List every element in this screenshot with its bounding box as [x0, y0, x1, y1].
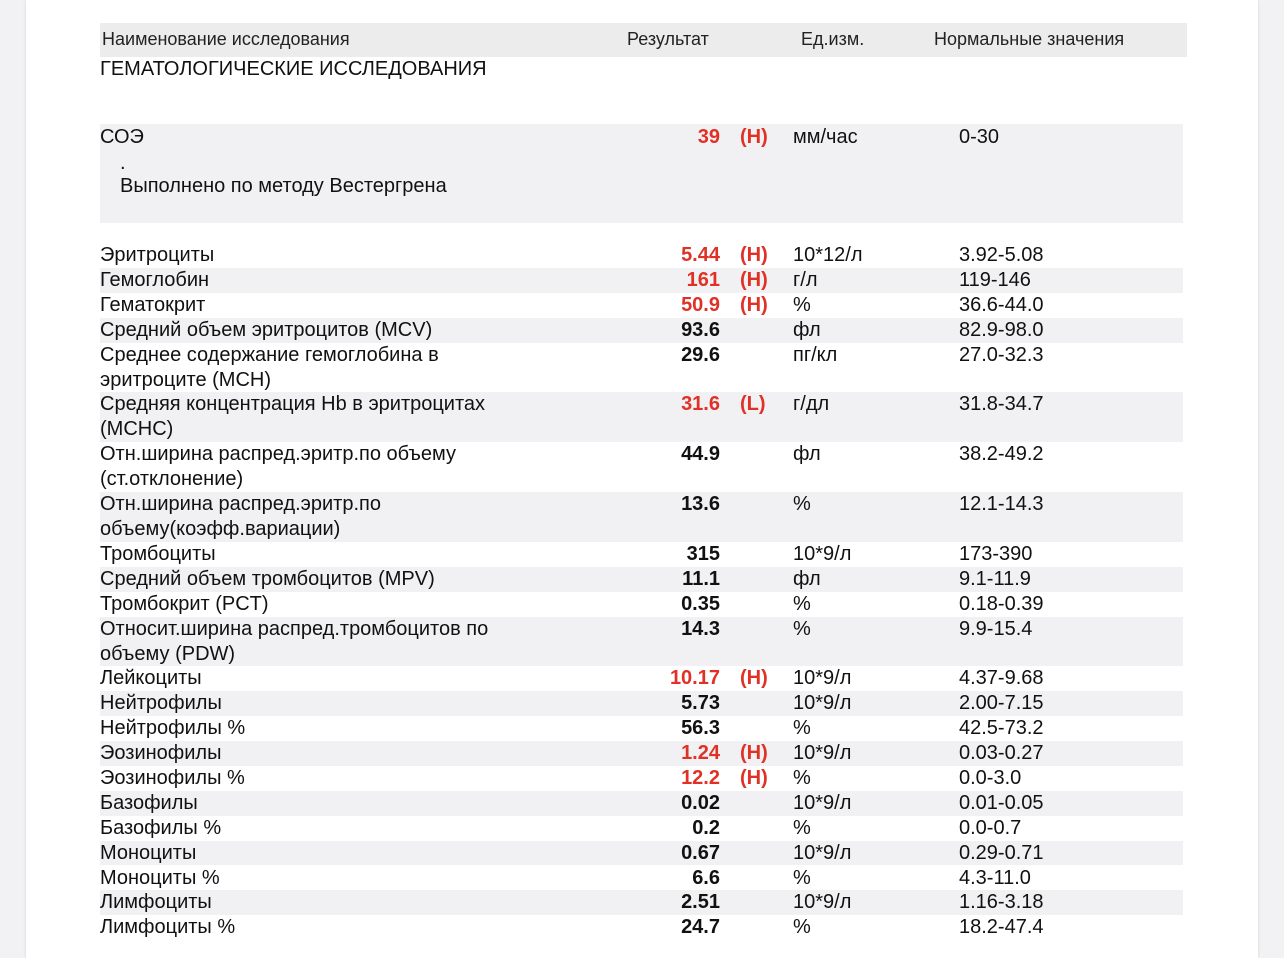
- result-value: 6.6: [692, 866, 720, 889]
- test-name-line: Гемоглобин: [100, 268, 210, 291]
- norm-range: 38.2-49.2: [959, 443, 1044, 466]
- norm-range: 27.0-32.3: [959, 343, 1044, 366]
- norm-range: 0.29-0.71: [959, 841, 1044, 864]
- unit-value: г/дл: [793, 393, 830, 416]
- header-unit: Ед.изм.: [801, 29, 865, 49]
- test-name-line: Тромбокрит (PCT): [100, 592, 269, 615]
- result-flag: (Н): [740, 766, 768, 789]
- norm-range: 0.0-3.0: [959, 766, 1022, 789]
- table-row: [100, 442, 1183, 492]
- unit-value: 10*9/л: [793, 542, 852, 565]
- result-value: 12.2: [681, 766, 720, 789]
- soe-name: СОЭ: [100, 126, 144, 148]
- table-row: [100, 890, 1183, 915]
- test-name: [100, 492, 381, 542]
- norm-range: 1.16-3.18: [959, 891, 1044, 914]
- unit-value: 10*9/л: [793, 692, 852, 715]
- result-flag: (Н): [740, 742, 768, 764]
- unit-value: %: [793, 293, 811, 316]
- test-name: [100, 741, 221, 766]
- test-name: [100, 318, 432, 343]
- test-name-line: Эозинофилы: [100, 742, 222, 764]
- norm-range: 82.9-98.0: [959, 318, 1044, 341]
- table-row: [100, 741, 1183, 766]
- test-name: [100, 766, 245, 791]
- norm-range: 119-146: [959, 268, 1031, 291]
- result-flag: (Н): [740, 293, 768, 316]
- test-name-line: Средний объем эритроцитов (MCV): [100, 318, 433, 341]
- table-row: [100, 318, 1183, 343]
- soe-norm: 0-30: [959, 126, 1000, 148]
- test-name-line: Моноциты: [100, 841, 197, 864]
- test-name-line: Относит.ширина распред.тромбоцитов по: [100, 617, 489, 640]
- test-name: [100, 592, 269, 617]
- table-row: [100, 567, 1183, 592]
- result-value: 5.44: [681, 244, 720, 266]
- test-name: [100, 293, 205, 318]
- test-name-line: Нейтрофилы: [100, 692, 222, 715]
- result-value: 50.9: [681, 293, 720, 316]
- test-name-line: Базофилы %: [100, 816, 222, 839]
- test-name: [100, 268, 209, 293]
- result-flag: (L): [740, 393, 766, 416]
- norm-range: 9.9-15.4: [959, 617, 1033, 640]
- soe-flag: (Н): [740, 126, 768, 148]
- test-name: [100, 841, 196, 866]
- result-value: 31.6: [681, 393, 720, 416]
- unit-value: %: [793, 916, 811, 939]
- unit-value: 10*9/л: [793, 791, 852, 814]
- result-value: 24.7: [681, 916, 720, 939]
- result-value: 14.3: [681, 617, 720, 640]
- table-row: [100, 915, 1183, 940]
- unit-value: г/л: [793, 268, 818, 291]
- unit-value: %: [793, 816, 811, 839]
- result-value: 1.24: [681, 742, 720, 764]
- test-name-line: Тромбоциты: [100, 542, 216, 565]
- table-row: [100, 392, 1183, 442]
- result-value: 11.1: [682, 567, 720, 590]
- test-name-line: Отн.ширина распред.эритр.по: [100, 493, 381, 515]
- table-row: [100, 766, 1183, 791]
- test-name-line: эритроците (MCH): [100, 368, 272, 391]
- table-row: [100, 542, 1183, 567]
- norm-range: 173-390: [959, 542, 1033, 565]
- section-title: ГЕМАТОЛОГИЧЕСКИЕ ИССЛЕДОВАНИЯ: [100, 58, 487, 80]
- unit-value: 10*9/л: [793, 742, 852, 764]
- norm-range: 4.3-11.0: [959, 866, 1031, 889]
- soe-note-dot: .: [120, 152, 126, 174]
- unit-value: %: [793, 717, 811, 740]
- test-name: [100, 567, 435, 592]
- norm-range: 31.8-34.7: [959, 393, 1044, 416]
- soe-method-note: Выполнено по методу Вестергрена: [120, 175, 447, 197]
- result-value: 93.6: [681, 318, 720, 341]
- test-name-line: Моноциты %: [100, 866, 220, 889]
- test-name: [100, 666, 202, 691]
- test-name-line: Отн.ширина распред.эритр.по объему: [100, 443, 457, 466]
- test-name-line: Средний объем тромбоцитов (MPV): [100, 567, 435, 590]
- norm-range: 2.00-7.15: [959, 692, 1044, 715]
- test-name-line: Лейкоциты: [100, 667, 202, 690]
- norm-range: 42.5-73.2: [959, 717, 1044, 740]
- norm-range: 0.01-0.05: [959, 791, 1044, 814]
- result-value: 0.2: [692, 816, 720, 839]
- soe-block: [100, 124, 1183, 223]
- table-row: [100, 666, 1183, 691]
- soe-unit: мм/час: [793, 126, 858, 148]
- table-row: [100, 866, 1183, 891]
- test-name: [100, 243, 214, 268]
- test-name-line: Эозинофилы %: [100, 766, 245, 789]
- test-name-line: Лимфоциты %: [100, 916, 236, 939]
- result-flag: (Н): [740, 667, 768, 690]
- norm-range: 4.37-9.68: [959, 667, 1044, 690]
- norm-range: 12.1-14.3: [959, 493, 1044, 515]
- table-row: [100, 691, 1183, 716]
- test-name-line: Среднее содержание гемоглобина в: [100, 343, 439, 366]
- result-value: 161: [686, 268, 720, 291]
- test-name: [100, 716, 245, 741]
- norm-range: 18.2-47.4: [959, 916, 1044, 939]
- unit-value: фл: [793, 443, 821, 466]
- result-value: 0.35: [681, 592, 720, 615]
- unit-value: %: [793, 493, 811, 515]
- test-name-line: Средняя концентрация Hb в эритроцитах: [100, 393, 486, 416]
- table-row: [100, 816, 1183, 841]
- result-value: 13.6: [681, 493, 720, 515]
- result-flag: (Н): [740, 268, 768, 291]
- unit-value: %: [793, 617, 811, 640]
- table-row: [100, 343, 1183, 393]
- test-name: [100, 866, 220, 891]
- test-name: [100, 816, 221, 841]
- norm-range: 3.92-5.08: [959, 244, 1044, 266]
- test-name-line: (ст.отклонение): [100, 468, 244, 491]
- unit-value: 10*9/л: [793, 891, 852, 914]
- test-name: [100, 915, 235, 940]
- result-value: 44.9: [681, 443, 720, 466]
- header-name: Наименование исследования: [102, 29, 350, 49]
- test-name-line: Лимфоциты: [100, 891, 212, 914]
- result-value: 29.6: [681, 343, 720, 366]
- result-flag: (Н): [740, 244, 768, 266]
- result-value: 10.17: [669, 667, 720, 690]
- result-value: 0.02: [681, 791, 720, 814]
- unit-value: %: [793, 592, 811, 615]
- table-row: [100, 716, 1183, 741]
- result-value: 5.73: [681, 692, 720, 715]
- result-value: 56.3: [681, 717, 720, 740]
- norm-range: 36.6-44.0: [959, 293, 1044, 316]
- unit-value: 10*12/л: [793, 244, 863, 266]
- test-name-line: объему (PDW): [100, 642, 236, 665]
- header-norm: Нормальные значения: [934, 29, 1125, 49]
- test-name: [100, 343, 439, 393]
- unit-value: пг/кл: [793, 343, 838, 366]
- test-name: [100, 890, 212, 915]
- test-name: [100, 542, 216, 567]
- unit-value: %: [793, 766, 811, 789]
- unit-value: %: [793, 866, 811, 889]
- test-name-line: Гематокрит: [100, 293, 206, 316]
- test-name-line: Базофилы: [100, 791, 198, 814]
- header-result: Результат: [627, 29, 709, 49]
- table-header: [100, 23, 1187, 57]
- table-row: [100, 268, 1183, 293]
- test-name-line: объему(коэфф.вариации): [100, 518, 341, 540]
- test-name-line: (MCHC): [100, 418, 174, 441]
- norm-range: 0.18-0.39: [959, 592, 1044, 615]
- unit-value: фл: [793, 567, 821, 590]
- test-name: [100, 392, 485, 442]
- unit-value: фл: [793, 318, 821, 341]
- test-name-line: Эритроциты: [100, 244, 215, 266]
- unit-value: 10*9/л: [793, 841, 852, 864]
- result-value: 2.51: [681, 891, 720, 914]
- test-name: [100, 791, 198, 816]
- table-row: [100, 791, 1183, 816]
- soe-value: 39: [697, 126, 720, 148]
- result-value: 0.67: [681, 841, 720, 864]
- test-name: [100, 617, 488, 667]
- table-row: [100, 293, 1183, 318]
- table-row: [100, 243, 1183, 268]
- norm-range: 0.03-0.27: [959, 742, 1044, 764]
- test-name: [100, 442, 456, 492]
- test-name-line: Нейтрофилы %: [100, 717, 246, 740]
- unit-value: 10*9/л: [793, 667, 852, 690]
- norm-range: 0.0-0.7: [959, 816, 1022, 839]
- table-row: [100, 841, 1183, 866]
- result-value: 315: [686, 542, 720, 565]
- table-row: [100, 617, 1183, 667]
- norm-range: 9.1-11.9: [959, 567, 1031, 590]
- table-row: [100, 492, 1183, 542]
- table-row: [100, 592, 1183, 617]
- test-name: [100, 691, 222, 716]
